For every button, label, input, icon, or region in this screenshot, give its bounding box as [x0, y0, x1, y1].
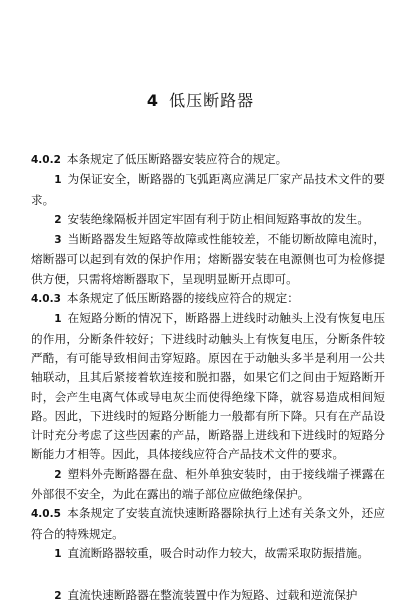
- list-item: [31, 230, 385, 289]
- clause-text: 本条规定了安装直流快速断路器除执行上述有关条文外，还应符合的特殊规定。: [31, 506, 385, 541]
- clause-4-0-2: [31, 150, 385, 170]
- chapter-title-text: 低压断路器: [169, 91, 255, 110]
- list-item: [31, 309, 385, 464]
- clipped-bottom-line: [0, 589, 401, 600]
- item-number: 1: [54, 174, 62, 187]
- list-item: [31, 544, 385, 564]
- clause-text: 本条规定了低压断路器的接线应符合的规定：: [66, 291, 299, 306]
- item-number: 1: [54, 547, 62, 560]
- item-number: 3: [54, 234, 62, 247]
- clause-4-0-5: [31, 504, 385, 544]
- list-item: [31, 589, 385, 600]
- document-body: [31, 150, 385, 564]
- item-text: 直流快速断路器在整流装置中作为短路、过载和逆流保护: [67, 589, 358, 600]
- item-text: 为保证安全，断路器的飞弧距离应满足厂家产品技术文件的要求。: [31, 172, 385, 207]
- item-text: 安装绝缘隔板并固定牢固有利于防止相间短路事故的发生。: [67, 211, 369, 226]
- list-item: [31, 170, 385, 210]
- chapter-number: 4: [146, 91, 160, 110]
- clause-4-0-3: [31, 289, 385, 309]
- item-text: 直流断路器较重，吸合时动作力较大，故需采取防振措施。: [67, 545, 369, 560]
- clause-number: 4.0.5: [31, 508, 61, 521]
- item-text: 塑料外壳断路器在盘、柜外单独安装时，由于接线端子裸露在外部很不安全，为此在露出的端子部位应做绝缘保护。: [31, 466, 385, 502]
- item-number: 2: [54, 213, 62, 226]
- chapter-title: [0, 88, 401, 111]
- item-text: 在短路分断的情况下，断路器上进线时动触头上没有恢复电压的作用，分断条件较好；下进线时动触头上有恢复电压，分断条件较严酷，有可能导致相间击穿短路。原因在于动触头多半是利用一公共轴联动，且其后紧接着软连接和脱扣器，如果它们之间由于短路断开时，会产生电离气体或导电灰尘而使得绝缘下降，就容易造成相间短路。因此，下进线时的短路分断能力一般都有所下降。只有在产品设计时充分考虑了这些因素的产品，断路器上进线和下进线时的短路分断能力才相等。因此，具体接线应符合产品技术文件的要求。: [31, 311, 385, 462]
- list-item: [31, 465, 385, 505]
- clause-text: 本条规定了低压断路器安装应符合的规定。: [66, 152, 288, 166]
- item-text: 当断路器发生短路等故障或性能较差，不能切断故障电流时，熔断器可以起到有效的保护作用；熔断器安装在电源侧也可为检修提供方便，只需将熔断器取下，呈现明显断开点即可。: [31, 232, 385, 286]
- clause-number: 4.0.3: [31, 293, 61, 306]
- item-number: 2: [54, 590, 62, 600]
- list-item: [31, 210, 385, 230]
- item-number: 1: [54, 313, 62, 326]
- item-number: 2: [54, 468, 62, 481]
- clause-number: 4.0.2: [31, 154, 61, 166]
